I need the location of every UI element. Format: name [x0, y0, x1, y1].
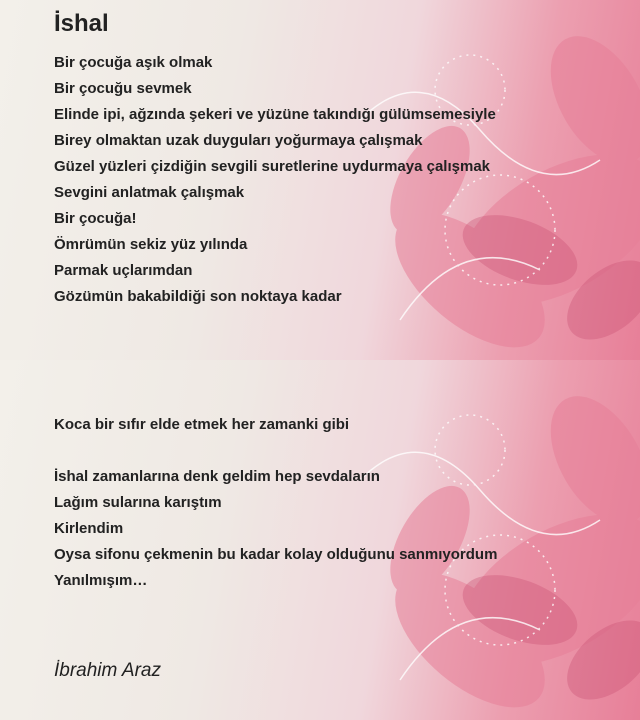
poem-stanza-1: [54, 54, 496, 314]
poem-line: Bir çocuğa aşık olmak: [54, 54, 213, 71]
poem-title: İshal: [54, 10, 109, 37]
poem-line: Sevgini anlatmak çalışmak: [54, 184, 245, 201]
poem-author: İbrahim Araz: [54, 660, 161, 681]
poem-line: Gözümün bakabildiği son noktaya kadar: [54, 288, 342, 305]
poem-line: Parmak uçlarımdan: [54, 262, 193, 279]
poem-line-blank: [54, 442, 497, 468]
poem-stanza-2: [54, 416, 497, 598]
poem-line: Oysa sifonu çekmenin bu kadar kolay olduğunu sanmıyordum: [54, 546, 498, 563]
poem-line: Birey olmaktan uzak duyguları yoğurmaya çalışmak: [54, 132, 423, 149]
poem-line: Yanılmışım…: [54, 572, 148, 589]
poem-line: İshal zamanlarına denk geldim hep sevdaların: [54, 468, 380, 485]
poem-line: Bir çocuğa!: [54, 210, 137, 227]
poem-line: Lağım sularına karıştım: [54, 494, 222, 511]
poem-line: Ömrümün sekiz yüz yılında: [54, 236, 248, 253]
poem-line: Elinde ipi, ağzında şekeri ve yüzüne takındığı gülümsemesiyle: [54, 106, 496, 123]
poem-line: Koca bir sıfır elde etmek her zamanki gibi: [54, 416, 350, 433]
poem-line: Bir çocuğu sevmek: [54, 80, 192, 97]
poem-card-bottom: [0, 360, 640, 720]
poem-line: Güzel yüzleri çizdiğin sevgili suretlerine uydurmaya çalışmak: [54, 158, 491, 175]
poem-line: Kirlendim: [54, 520, 124, 537]
